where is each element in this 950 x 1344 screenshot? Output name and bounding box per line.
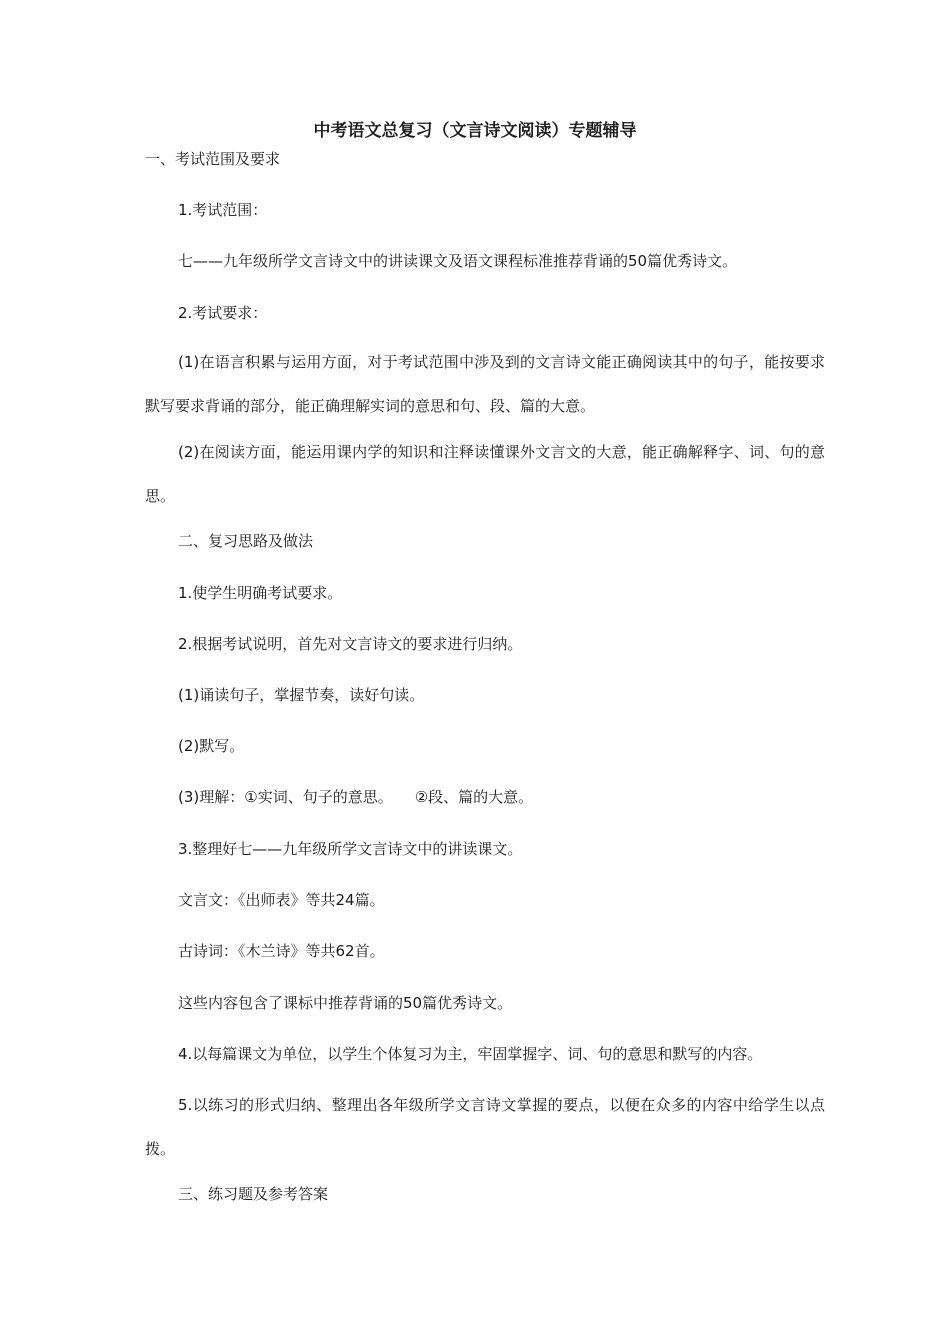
step-subitem-understanding	[178, 784, 858, 810]
requirements-heading: 2.考试要求：	[178, 304, 268, 322]
step-item-4: 4.以每篇课文为单位，以学生个体复习为主，牢固掌握字、词、句的意思和默写的内容。	[178, 1045, 763, 1063]
section-heading-exercises: 三、练习题及参考答案	[178, 1185, 329, 1203]
scope-text: 七——九年级所学文言诗文中的讲读课文及语文课程标准推荐背诵的50篇优秀诗文。	[178, 252, 738, 270]
curriculum-note: 这些内容包含了课标中推荐背诵的50篇优秀诗文。	[178, 994, 513, 1012]
classical-poetry-count: 古诗词：《木兰诗》等共62首。	[178, 942, 385, 960]
classical-prose-count: 文言文：《出师表》等共24篇。	[178, 891, 385, 909]
section-heading-review-approach: 二、复习思路及做法	[178, 532, 314, 550]
step-subitem-recite: (1)诵读句子，掌握节奏，读好句读。	[178, 686, 425, 704]
step-item-2: 2.根据考试说明，首先对文言诗文的要求进行归纳。	[178, 635, 523, 653]
understanding-part-a: (3)理解：①实词、句子的意思。	[178, 788, 393, 806]
step-item-5: 5.以练习的形式归纳、整理出各年级所学文言诗文掌握的要点，以便在众多的内容中给学生以点拨。	[145, 1096, 825, 1158]
requirement-item-1: (1)在语言积累与运用方面，对于考试范围中涉及到的文言诗文能正确阅读其中的句子，能按要求默写要求背诵的部分，能正确理解实词的意思和句、段、篇的大意。	[145, 353, 825, 415]
document-title: 中考语文总复习（文言诗文阅读）专题辅导	[313, 121, 637, 141]
scope-heading: 1.考试范围：	[178, 201, 268, 219]
understanding-part-b: ②段、篇的大意。	[414, 788, 534, 806]
step-item-1: 1.使学生明确考试要求。	[178, 584, 343, 602]
requirement-item-2: (2)在阅读方面，能运用课内学的知识和注释读懂课外文言文的大意，能正确解释字、词、句的意思。	[145, 443, 825, 505]
section-heading-scope-requirements: 一、考试范围及要求	[145, 150, 281, 168]
step-item-3: 3.整理好七——九年级所学文言诗文中的讲读课文。	[178, 840, 523, 858]
step-subitem-dictation: (2)默写。	[178, 737, 245, 755]
